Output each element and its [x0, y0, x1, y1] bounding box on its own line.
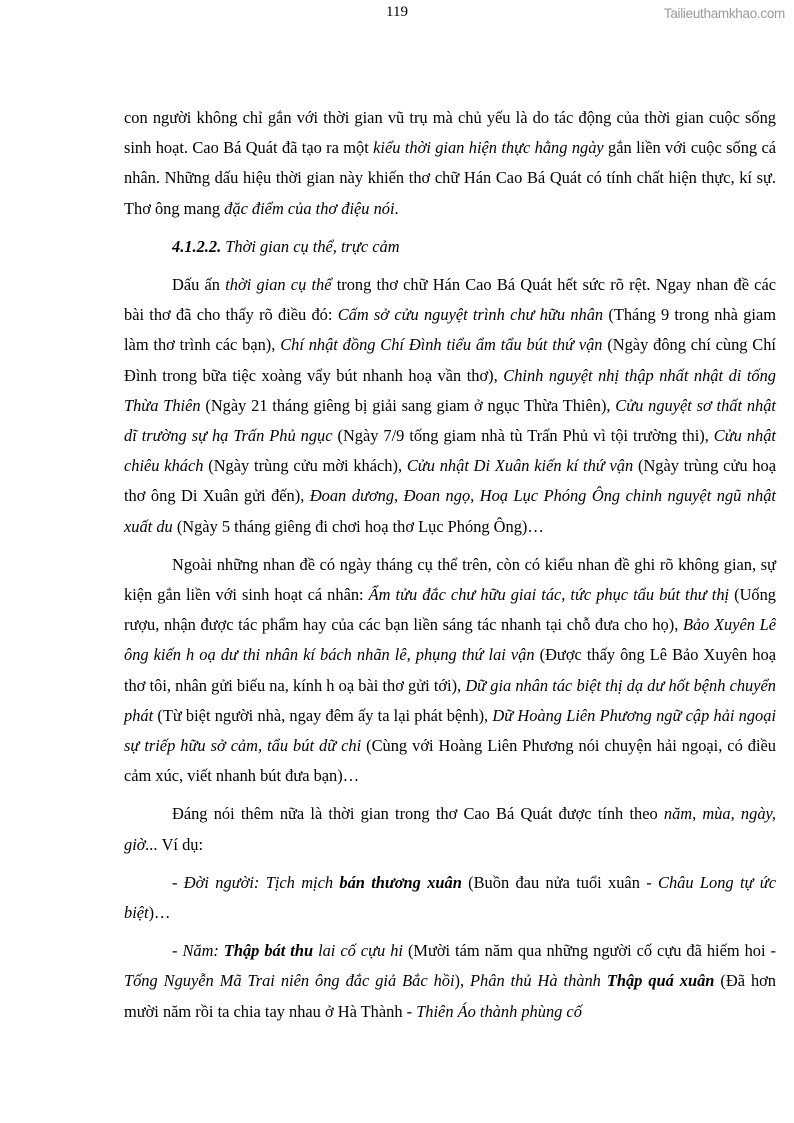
text: (Tháng 9 trong nhà giam làm thơ trình các bạn),	[124, 305, 776, 355]
verse: Phân thủ Hà thành	[470, 971, 607, 991]
text: )…	[148, 903, 171, 923]
paragraph-space-events	[124, 550, 776, 792]
emphasis-bold: Thập bát thu	[223, 941, 314, 961]
text: (Được thấy ông Lê Bảo Xuyên hoạ thơ tôi, nhân gửi biếu na, kính h oạ bài thơ gửi tới),	[124, 645, 776, 695]
text: con người không chỉ gắn với thời gian vũ trụ mà chủ yếu là do tác động của thời gian cuộc sống sinh hoạt. Cao Bá Quát đã tạo ra một	[124, 108, 776, 158]
text: (Từ biệt người nhà, ngay đêm ấy ta lại phát bệnh),	[153, 705, 493, 725]
poem-title: Cửu nguyệt sơ thất nhật dĩ trường sự hạ Trấn Phủ ngục	[124, 395, 776, 446]
poem-title: Chí nhật đồng Chí Đình tiểu ẩm tẩu bút thứ vận	[280, 335, 603, 355]
text: (Ngày 5 tháng giêng đi chơi hoạ thơ Lục Phóng Ông)…	[172, 516, 544, 536]
poem-title: Cửu nhật Di Xuân kiến kí thứ vận	[406, 456, 634, 476]
text: Đáng nói thêm nữa là thời gian trong thơ Cao Bá Quát được tính theo	[172, 804, 664, 824]
poem-title: Thiên Áo thành phùng cố	[416, 1001, 582, 1021]
text: ),	[454, 971, 471, 991]
emphasis-bold: Thập quá xuân	[606, 971, 715, 991]
section-title: Thời gian cụ thể, trực cảm	[221, 236, 400, 256]
poem-title: Dữ Hoàng Liên Phương ngữ cập hải ngoại sự triếp hữu sở cảm, tẩu bút dữ chi	[124, 705, 777, 756]
emphasis-bold: bán thương xuân	[339, 872, 462, 892]
text: (Mười tám năm qua những người cố cựu đã hiếm hoi -	[402, 941, 776, 961]
poem-title: Dữ gia nhân tác biệt thị dạ dư hốt bệnh chuyển phát	[124, 675, 776, 725]
paragraph-time-units	[124, 799, 776, 859]
text: gắn liền với cuộc sống cá nhân. Những dấu hiệu thời gian này khiến thơ chữ Hán Cao Bá Quát có tính chất hiện thực, kí sự. Thơ ông mang	[124, 138, 777, 218]
poem-title: Đoan dương, Đoan ngọ, Hoạ Lục Phóng Ông chinh nguyệt ngũ nhật xuất du	[124, 486, 776, 536]
poem-title: Ẩm tửu đắc chư hữu giai tác, tức phục tẩu bút thư thị	[368, 585, 730, 605]
poem-title: Cửu nhật chiêu khách	[124, 426, 776, 476]
poem-title: Chinh nguyệt nhị thập nhất nhật di tống Thừa Thiên	[124, 365, 776, 415]
text: (Buồn đau nửa tuổi xuân -	[461, 872, 659, 892]
example-year	[124, 936, 776, 1027]
emphasis: kiểu thời gian hiện thực hằng ngày	[373, 138, 604, 158]
example-lifetime	[124, 868, 776, 928]
text: (Cùng với Hoàng Liên Phương nói chuyện hải ngoại, có điều cảm xúc, viết nhanh bút đưa bạn)…	[124, 736, 776, 786]
text: (Ngày 7/9 tống giam nhà tù Trấn Phủ vì tội trường thi),	[332, 426, 714, 446]
section-number: 4.1.2.2.	[172, 236, 222, 256]
text: Dấu ấn	[172, 275, 226, 295]
text: (Uống rượu, nhận được tác phẩm hay của các bạn liền sáng tác nhanh tại chỗ đưa cho họ),	[124, 585, 777, 635]
page-number: 119	[386, 4, 408, 20]
poem-title: Tống Nguyễn Mã Trai niên ông đắc giả Bắc hồi	[124, 971, 455, 991]
text: (Đã hơn mười năm rồi ta chia tay nhau ở Hà Thành -	[124, 971, 777, 1021]
text: Ví dụ:	[157, 834, 204, 854]
paragraph-intro	[124, 103, 776, 224]
poem-title: Bảo Xuyên Lê ông kiến h oạ dư thi nhân kí bách nhãn lê, phụng thứ lai vận	[124, 615, 776, 665]
example-label: - Năm:	[172, 941, 224, 961]
text: Ngoài những nhan đề có ngày tháng cụ thể trên, còn có kiểu nhan đề ghi rõ không gian, sự kiện gắn liền với sinh hoạt cá nhân:	[124, 554, 776, 605]
poem-title: Cấm sở cửu nguyệt trình chư hữu nhân	[337, 305, 604, 325]
text: .	[394, 198, 399, 218]
emphasis: thời gian cụ thể	[225, 275, 332, 295]
section-heading	[124, 232, 776, 262]
watermark: Tailieuthamkhao.com	[663, 6, 785, 21]
text: (Ngày 21 tháng giêng bị giải sang giam ở ngục Thừa Thiên),	[200, 395, 616, 415]
example-label: - Đời người: Tịch mịch	[172, 872, 340, 892]
emphasis: đặc điểm của thơ điệu nói	[224, 198, 395, 218]
paragraph-concrete-time	[124, 270, 776, 542]
document-body	[124, 103, 776, 1035]
text: trong thơ chữ Hán Cao Bá Quát hết sức rõ rệt. Ngay nhan đề các bài thơ đã cho thấy rõ điều đó:	[124, 275, 777, 325]
text: (Ngày trùng cửu hoạ thơ ông Di Xuân gửi đến),	[124, 456, 776, 506]
text: (Ngày trùng cửu mời khách),	[203, 456, 407, 476]
text: (Ngày đông chí cùng Chí Đình trong bữa tiệc xoàng vẩy bút nhanh hoạ vần thơ),	[124, 335, 776, 385]
verse: lai cố cựu hi	[313, 941, 403, 961]
poem-title: Châu Long tự ức biệt	[124, 872, 777, 923]
emphasis: năm, mùa, ngày, giờ...	[124, 804, 776, 854]
